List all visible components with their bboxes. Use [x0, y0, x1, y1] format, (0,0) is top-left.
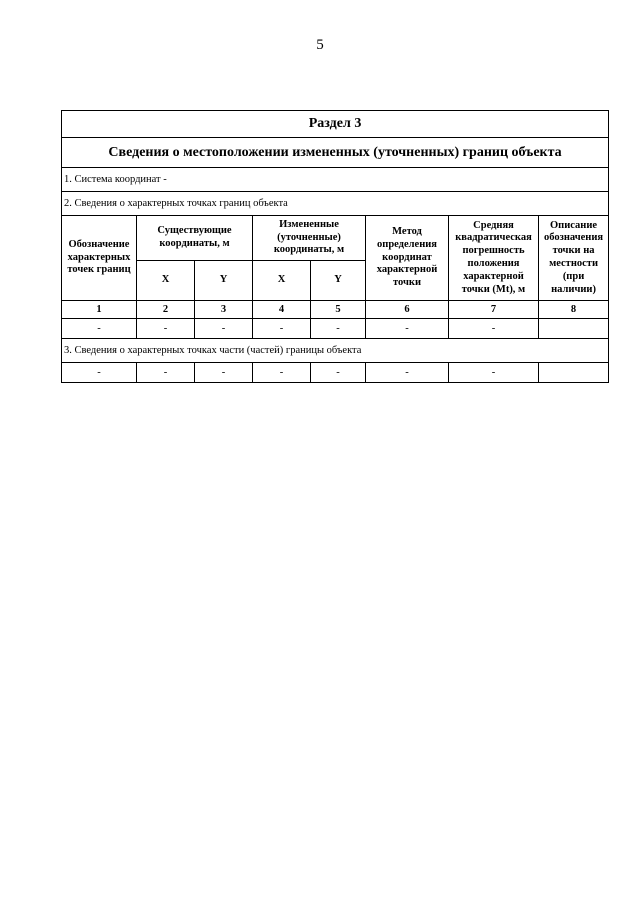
header-changed-x: X [253, 261, 311, 301]
table-cell: - [137, 363, 195, 383]
table-cell: - [195, 363, 253, 383]
boundary-points-line: 2. Сведения о характерных точках границ объекта [62, 192, 609, 216]
table-row [62, 319, 609, 339]
header-point-designation: Обозначение характерных точек границ [62, 216, 137, 301]
table-cell: - [253, 363, 311, 383]
header-changed-y: Y [311, 261, 366, 301]
table-cell: - [311, 363, 366, 383]
table-cell: - [62, 319, 137, 339]
table-cell: - [366, 363, 449, 383]
column-number: 7 [449, 301, 539, 319]
table-cell: - [449, 319, 539, 339]
header-existing-coordinates: Существующие координаты, м [137, 216, 253, 261]
table-cell: - [366, 319, 449, 339]
column-number: 2 [137, 301, 195, 319]
table-cell: - [137, 319, 195, 339]
section-title: Раздел 3 [62, 111, 609, 138]
header-description: Описание обозначения точки на местности (при наличии) [539, 216, 609, 301]
table-cell [539, 319, 609, 339]
header-existing-x: X [137, 261, 195, 301]
section-heading: Сведения о местоположении измененных (уточненных) границ объекта [62, 138, 609, 168]
column-number: 6 [366, 301, 449, 319]
table-cell [539, 363, 609, 383]
column-number: 4 [253, 301, 311, 319]
table-cell: - [195, 319, 253, 339]
column-numbers-row [62, 301, 609, 319]
column-number: 8 [539, 301, 609, 319]
coordinate-system-line: 1. Система координат - [62, 168, 609, 192]
table-cell: - [449, 363, 539, 383]
table-cell: - [62, 363, 137, 383]
table-cell: - [253, 319, 311, 339]
column-number: 3 [195, 301, 253, 319]
table-row [62, 363, 609, 383]
column-number: 5 [311, 301, 366, 319]
table-cell: - [311, 319, 366, 339]
column-number: 1 [62, 301, 137, 319]
header-existing-y: Y [195, 261, 253, 301]
page-number: 5 [316, 37, 324, 53]
header-method: Метод определения координат характерной точки [366, 216, 449, 301]
boundary-part-points-line: 3. Сведения о характерных точках части (частей) границы объекта [62, 339, 609, 363]
header-changed-coordinates: Измененные (уточненные) координаты, м [253, 216, 366, 261]
header-mean-error: Средняя квадратическая погрешность положения характерной точки (Mt), м [449, 216, 539, 301]
section-table [61, 110, 609, 383]
